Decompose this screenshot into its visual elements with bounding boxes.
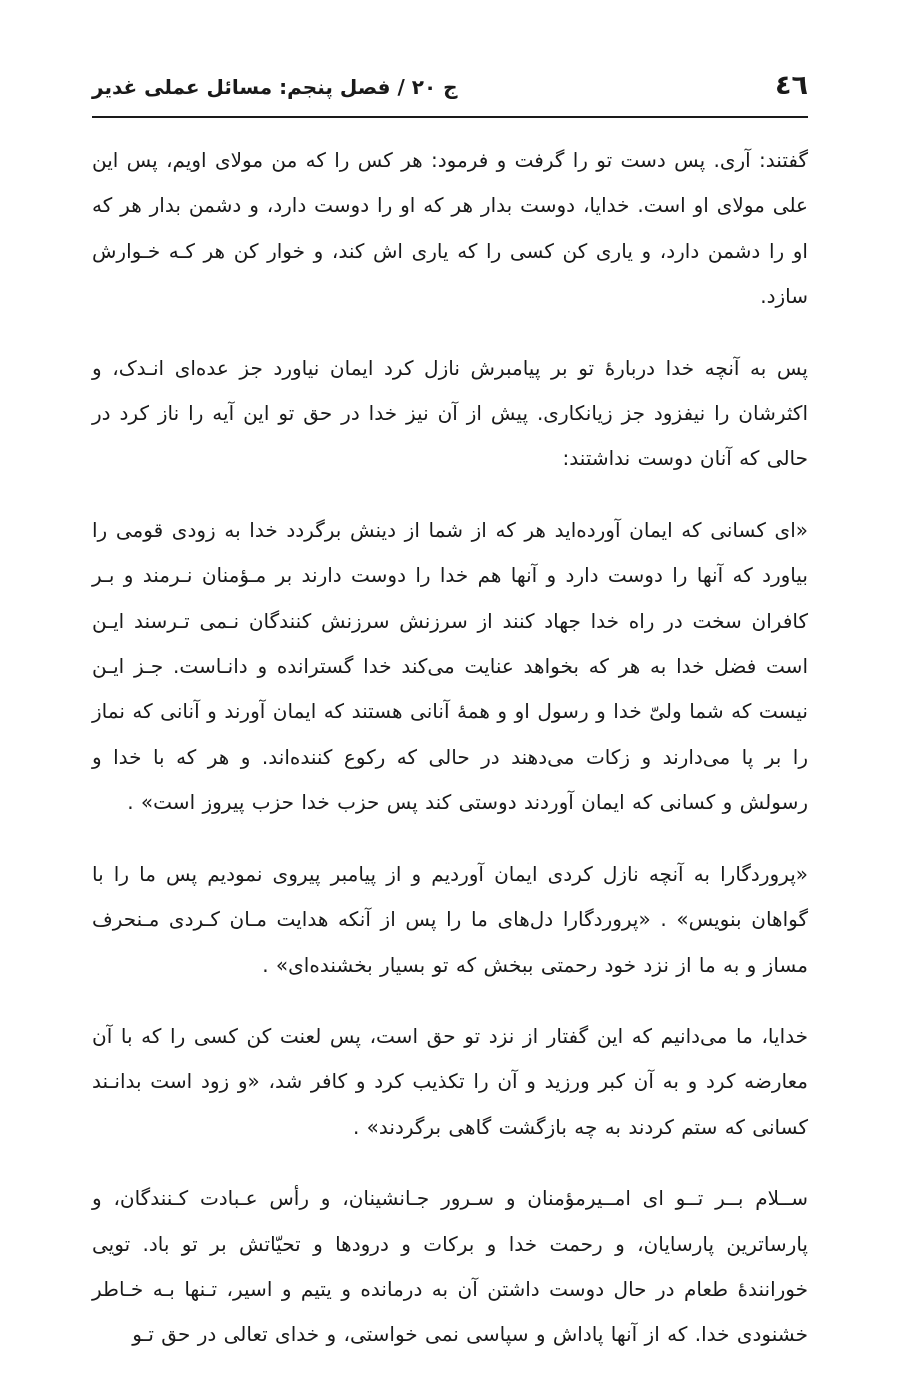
running-title: ج ۲۰ / فصل پنجم: مسائل عملی غدیر xyxy=(92,75,458,99)
paragraph: خدایا، ما می‌دانیم که این گفتار از نزد تو حق است، پس لعنت کن کسی را که با آن معارضه کرد و به آن کبر ورزید و آن را تکذیب کرد و کافر شد، «و زود است بدانـند کسانی که ستم کردند به چه بازگشت گاهی برگردند» . xyxy=(92,1023,808,1139)
paragraph: گفتند: آری. پس دست تو را گرفت و فرمود: هر کس را که من مولای اویم، پس این علی مولای او است. خدایا، دوست بدار هر که او را دوست دارد، و دشمن بدار هر که او را دشمن دارد، و یاری کن کسی را که یاری اش کند، و خوار کن هر کـه خـوارش سازد. xyxy=(92,148,808,309)
page-header xyxy=(92,64,808,116)
header-divider xyxy=(92,116,808,118)
page-body xyxy=(92,138,808,1384)
paragraph: پس به آنچه خدا دربارهٔ تو بر پیامبرش نازل کرد ایمان نیاورد جز عده‌ای انـدک، و اکثرشان را نیفزود جز زیانکاری. پیش از آن نیز خدا در حق تو این آیه را ناز کرد در حالی که آنان دوست نداشتند: xyxy=(92,355,808,471)
paragraph: ســلام بــر تــو ای امــیرمؤمنان و سـرور جـانشینان، و رأس عـبادت کـنندگان، و پارساترین پارسایان، و رحمت خدا و برکات و درودها و تحیّاتش بر تو باد. تویی خورانندهٔ طعام در حال دوست داشتن آن به درمانده و یتیم و اسیر، تـنها بـه خـاطر خشنودی خدا. که از آنها پاداش و سپاسی نمی خواستی، و خدای تعالی در حق تـو xyxy=(92,1186,808,1347)
page-number: ٤٦ xyxy=(775,70,808,101)
quoted-verse-paragraph: «ای کسانی که ایمان آورده‌اید هر که از شما از دینش برگردد خدا به زودی قومی را بیاورد که آنها را دوست دارد و آنها هم خدا را دوست دارند بر مـؤمنان نـرمند و بـر کافران سخت در راه خدا جهاد کنند از سرزنش سرزنش کنندگان نـمی تـرسند ایـن است فضل خدا به هر که بخواهد عنایت می‌کند خدا گسترانده و دانـاست. جـز ایـن نیست که شما ولیّ خدا و رسول او و همهٔ آنانی هستند که ایمان آورند و آنانی که نماز را بر پا می‌دارند و زکات می‌دهند در حالی که رکوع کننده‌اند. و هر که با خدا و رسولش و کسانی که ایمان آوردند دوستی کند پس حزب خدا حزب پیروز است» . xyxy=(92,517,808,815)
quoted-verse-paragraph: «پروردگارا به آنچه نازل کردی ایمان آوردیم و از پیامبر پیروی نمودیم پس ما را با گواهان بنویس» . «پروردگارا دل‌های ما را پس از آنکه هدایت مـان کـردی مـنحرف مساز و به ما از نزد خود رحمتی ببخش که تو بسیار بخشنده‌ای» . xyxy=(92,861,808,977)
